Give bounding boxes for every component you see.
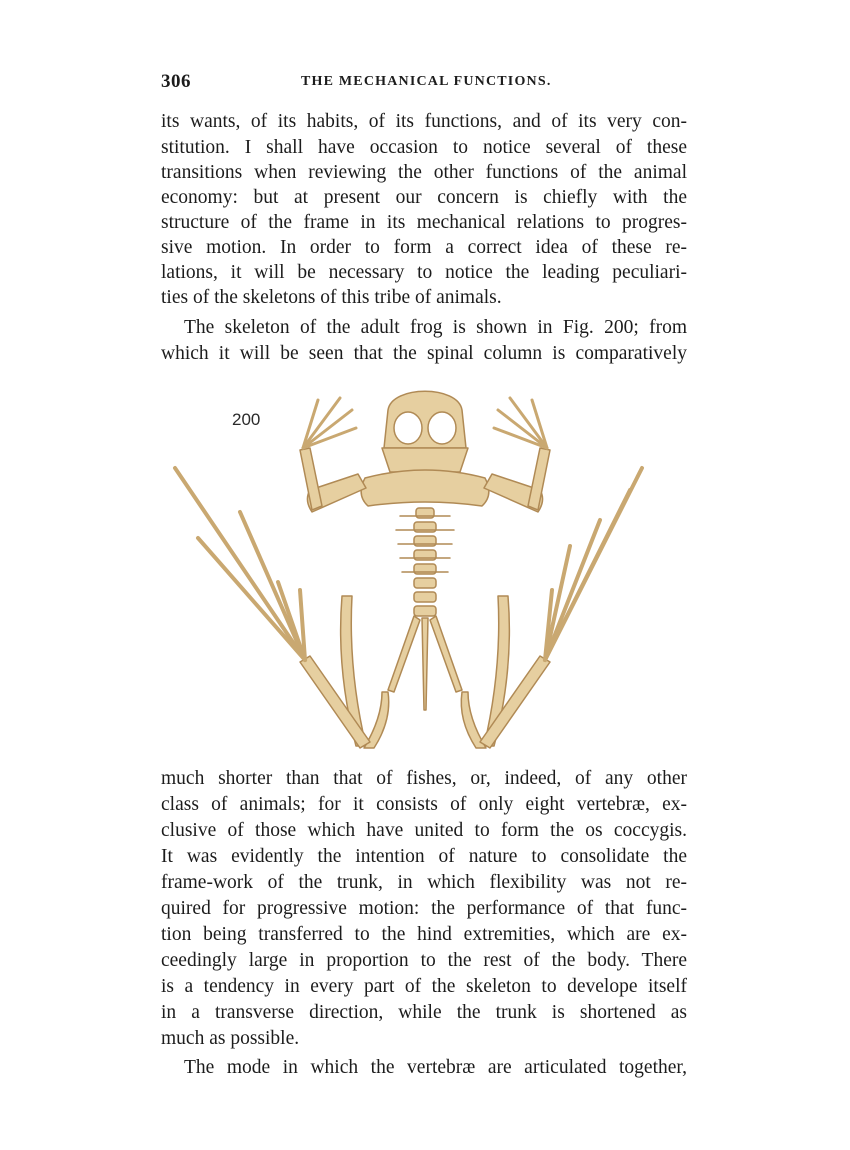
text-line: in a transverse direction, while the trunk is shortened as xyxy=(161,1002,687,1023)
text-line: ties of the skeletons of this tribe of animals. xyxy=(161,287,502,308)
text-line: quired for progressive motion: the performance of that func- xyxy=(161,898,687,919)
text-line: much as possible. xyxy=(161,1028,300,1049)
text-line: frame-work of the trunk, in which flexibility was not re- xyxy=(161,872,687,893)
page-number: 306 xyxy=(161,71,191,92)
text-line: It was evidently the intention of nature to consolidate the xyxy=(161,846,687,867)
text-line: The skeleton of the adult frog is shown in Fig. 200; from xyxy=(184,317,687,338)
text-line: transitions when reviewing the other functions of the animal xyxy=(161,162,687,183)
text-line: class of animals; for it consists of only eight vertebræ, ex- xyxy=(161,794,687,815)
page-header xyxy=(161,71,687,95)
text-line: The mode in which the vertebræ are articulated together, xyxy=(184,1057,687,1078)
text-line: clusive of those which have united to form the os coccygis. xyxy=(161,820,687,841)
text-line: tion being transferred to the hind extremities, which are ex- xyxy=(161,924,687,945)
text-line: is a tendency in every part of the skeleton to develope itself xyxy=(161,976,687,997)
text-line: ceedingly large in proportion to the rest of the body. There xyxy=(161,950,687,971)
text-line: lations, it will be necessary to notice the leading peculiari- xyxy=(161,262,687,283)
text-line: stitution. I shall have occasion to notice several of these xyxy=(161,137,687,158)
text-line: sive motion. In order to form a correct idea of these re- xyxy=(161,237,687,258)
frog-skeleton-illustration xyxy=(160,370,690,760)
text-line: much shorter than that of fishes, or, indeed, of any other xyxy=(161,768,687,789)
text-line: economy: but at present our concern is chiefly with the xyxy=(161,187,687,208)
figure-number: 200 xyxy=(232,410,261,429)
text-line: structure of the frame in its mechanical relations to progres- xyxy=(161,212,687,233)
text-line: its wants, of its habits, of its functions, and of its very con- xyxy=(161,111,687,132)
running-title: THE MECHANICAL FUNCTIONS. xyxy=(301,74,552,89)
text-line: which it will be seen that the spinal column is comparatively xyxy=(161,343,687,364)
